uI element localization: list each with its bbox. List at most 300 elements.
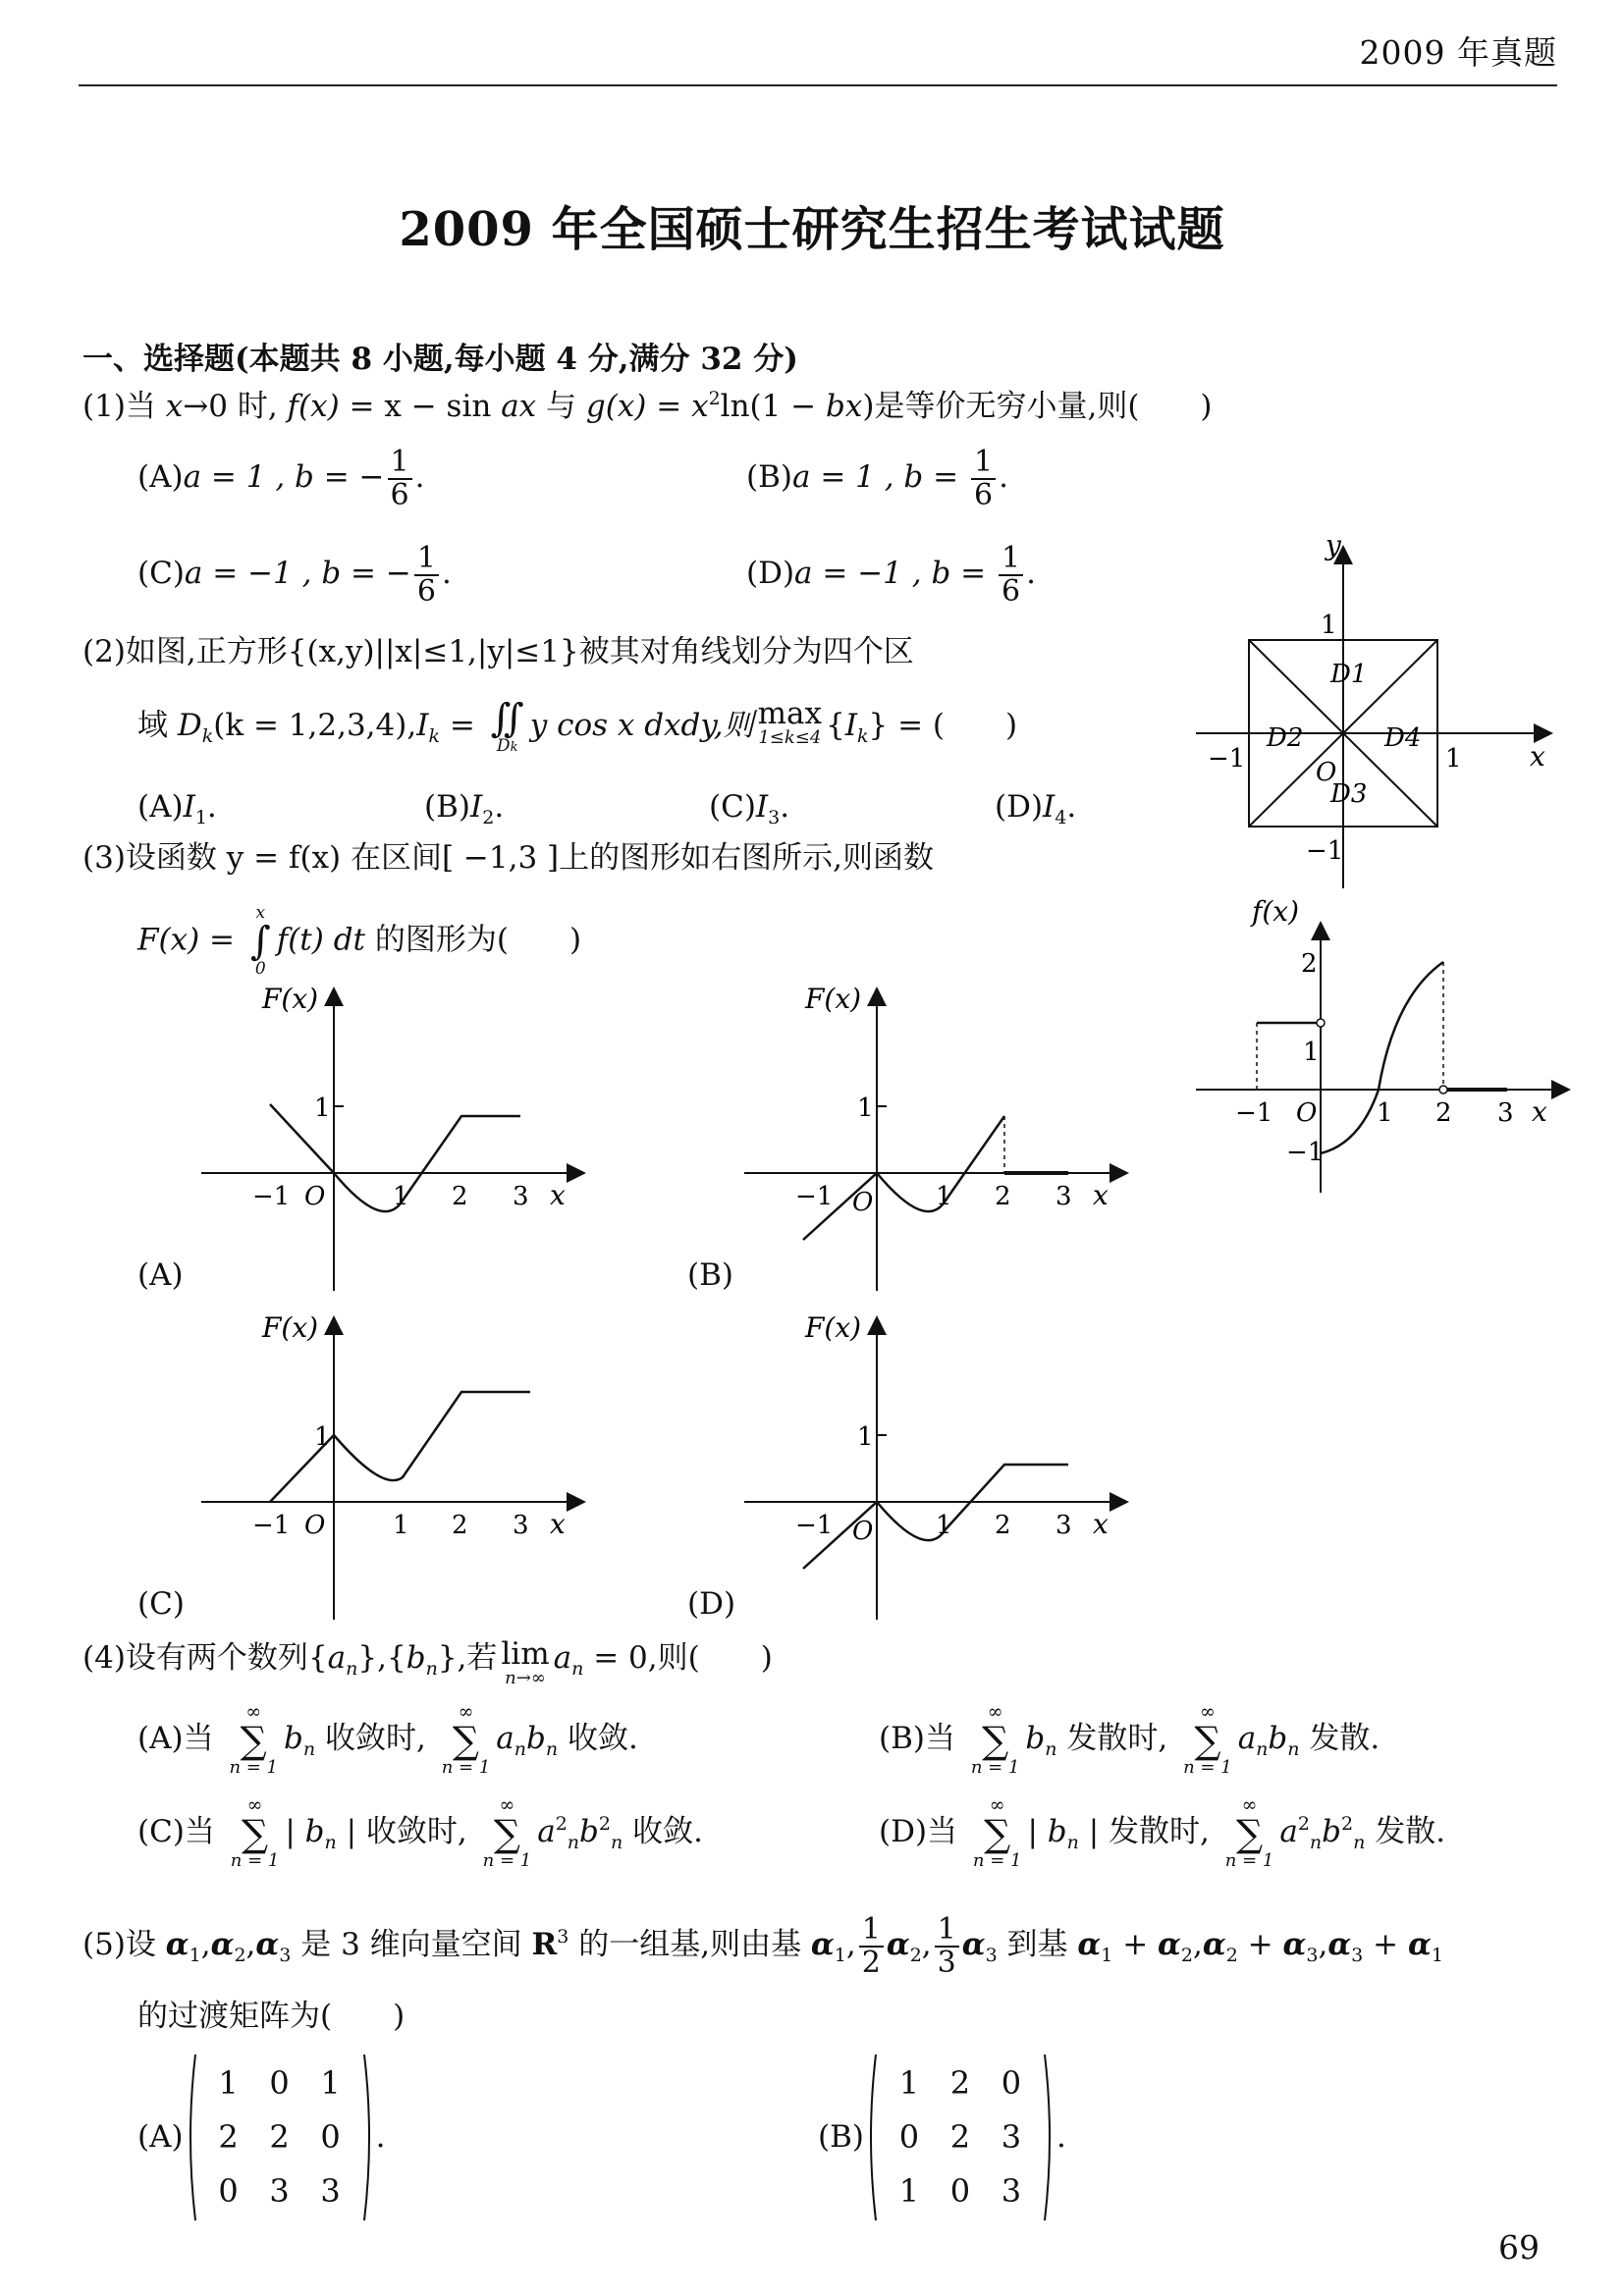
sum-operator bbox=[231, 1796, 280, 1870]
fraction: $\frac{1}{3}$ bbox=[935, 1914, 959, 1978]
tick-label: −1 bbox=[1235, 1098, 1273, 1128]
text: { bbox=[826, 708, 845, 743]
tick-label: 1 bbox=[1377, 1098, 1393, 1128]
sigma: ∑ bbox=[242, 1812, 269, 1855]
text: 与 bbox=[536, 389, 586, 424]
subscript: 4 bbox=[1055, 807, 1067, 828]
sum-top: ∞ bbox=[989, 1794, 1005, 1816]
text: 是 3 维向量空间 bbox=[291, 1927, 532, 1962]
text: 的图形为( ) bbox=[365, 922, 582, 958]
text: 设函数 y = f(x) 在区间[ −1,3 ]上的图形如右图所示,则函数 bbox=[125, 840, 934, 876]
upper-limit: x bbox=[255, 903, 266, 923]
option-text: a = −1 , b = bbox=[794, 556, 996, 591]
q4-option-a bbox=[137, 1703, 638, 1777]
choice-graph-c bbox=[191, 1306, 604, 1629]
question-2-stem bbox=[82, 633, 914, 671]
sum-operator bbox=[1183, 1703, 1232, 1777]
tick-label: 1 bbox=[936, 1511, 952, 1540]
question-5-stem: (5)设 $\alpha_1,\alpha_2,\alpha_3$ 是 3 维向量空间 $R^3$ 的一组基,则由基 $\alpha_1$, $\frac{1}{2}$ $\alpha_2$, $\frac{1}{3}$ $\alpha_3$ 到基 $\alpha_1 + \alpha_2,\alpha_2 + \alpha_3,\alpha_3 + \alpha_1$ bbox=[82, 1912, 1443, 1980]
tick-label: 1 bbox=[393, 1182, 409, 1211]
matrix-cell: 0 bbox=[218, 2172, 239, 2210]
text: ln(1 − bbox=[720, 389, 827, 424]
matrix-cell: 2 bbox=[949, 2118, 971, 2156]
matrix-cell: 1 bbox=[320, 2064, 341, 2102]
text: },若 bbox=[437, 1640, 498, 1676]
subscript: k bbox=[857, 725, 869, 747]
text: 发散. bbox=[1365, 1814, 1446, 1849]
option-label: (B) bbox=[879, 1721, 925, 1756]
subscript: n bbox=[324, 1832, 337, 1853]
max-range: 1≤k≤4 bbox=[758, 727, 822, 748]
math-var: a bbox=[553, 1640, 572, 1676]
text: 发散. bbox=[1299, 1721, 1380, 1756]
y-axis-label: F(x) bbox=[805, 983, 862, 1015]
math-var: | b bbox=[285, 1814, 325, 1849]
math-var: bx bbox=[826, 389, 863, 424]
text: 收敛时, bbox=[315, 1721, 426, 1756]
q5-option-b: (B) 1 2 0 0 2 3 1 0 3 . bbox=[818, 2052, 1066, 2223]
left-paren bbox=[184, 2052, 197, 2223]
option-label: (B) bbox=[818, 2119, 864, 2156]
fraction bbox=[971, 447, 996, 510]
q2-option-b: $(B)I_2$. bbox=[424, 789, 505, 828]
option-label: (A) bbox=[137, 2119, 184, 2156]
sigma: ∑ bbox=[452, 1719, 480, 1762]
subscript: n bbox=[425, 1658, 438, 1680]
text: 设 bbox=[125, 1927, 166, 1962]
numerator: 1 bbox=[971, 447, 996, 480]
tick-label: −1 bbox=[252, 1511, 291, 1540]
option-label: (D) bbox=[995, 789, 1044, 825]
matrix-cell: 2 bbox=[269, 2118, 290, 2156]
sum-bottom: n = 1 bbox=[972, 1850, 1022, 1871]
math-var: b bbox=[526, 1721, 546, 1756]
sigma: ∑ bbox=[493, 1812, 520, 1855]
tick-label: −1 bbox=[795, 1511, 834, 1540]
matrix-cell: 1 bbox=[218, 2064, 239, 2102]
math-var: b bbox=[284, 1721, 303, 1756]
header-rule bbox=[79, 84, 1557, 86]
tick-label: −1 bbox=[1286, 1138, 1325, 1167]
math-var: b bbox=[579, 1814, 599, 1849]
open-point bbox=[1317, 1019, 1325, 1027]
lim-sub: n→∞ bbox=[505, 1668, 546, 1688]
left-paren bbox=[864, 2052, 878, 2223]
origin-label: O bbox=[1316, 758, 1337, 787]
math-var: a bbox=[1279, 1814, 1298, 1849]
fraction bbox=[414, 543, 439, 607]
tick-label: 2 bbox=[1435, 1098, 1452, 1128]
math-var: b bbox=[1322, 1814, 1342, 1849]
matrix-cell: 1 bbox=[898, 2064, 920, 2102]
math-var: a bbox=[496, 1721, 514, 1756]
origin-label: O bbox=[852, 1188, 874, 1217]
choice-label-b: (B) bbox=[687, 1257, 733, 1293]
square-region-figure bbox=[1188, 535, 1571, 893]
region-label-d1: D1 bbox=[1330, 660, 1368, 689]
q2-option-a: $(A)I_1$. bbox=[137, 789, 217, 828]
alpha: α bbox=[1077, 1927, 1102, 1962]
alpha: α bbox=[1158, 1927, 1181, 1962]
x-axis-label: x bbox=[1093, 1508, 1109, 1540]
subscript: k bbox=[428, 725, 440, 747]
text: y cos x dxdy,则 bbox=[529, 708, 754, 743]
math-var: I bbox=[469, 789, 483, 825]
text: 当 bbox=[183, 1721, 214, 1756]
text: (k = 1,2,3,4), bbox=[213, 708, 417, 743]
text: 收敛. bbox=[558, 1721, 638, 1756]
sum-operator bbox=[442, 1703, 491, 1777]
question-1-stem bbox=[82, 388, 1213, 426]
matrix-b bbox=[864, 2052, 1056, 2223]
region-label-d2: D2 bbox=[1267, 723, 1304, 753]
q1-option-a: (A)a = 1 , b = − $\frac{1}{6}$ . bbox=[137, 445, 425, 512]
text: | 收敛时, bbox=[336, 1814, 467, 1849]
subscript: n bbox=[545, 1738, 559, 1760]
sum-top: ∞ bbox=[1241, 1794, 1258, 1816]
sum-bottom: n = 1 bbox=[230, 1850, 280, 1871]
integral-domain: D bbox=[496, 736, 511, 756]
math-fx: f(x) bbox=[287, 389, 340, 424]
sum-top: ∞ bbox=[246, 1794, 263, 1816]
numerator: 1 bbox=[388, 447, 412, 480]
tick-label: 1 bbox=[936, 1182, 952, 1211]
sum-top: ∞ bbox=[499, 1794, 515, 1816]
origin-label: O bbox=[304, 1182, 326, 1211]
tick-label: 2 bbox=[452, 1182, 468, 1211]
option-label: (C) bbox=[709, 789, 756, 825]
superscript: 2 bbox=[555, 1813, 568, 1835]
q4-option-b bbox=[879, 1703, 1380, 1777]
sum-top: ∞ bbox=[1199, 1701, 1216, 1723]
denominator: 6 bbox=[973, 477, 994, 512]
alpha: α bbox=[886, 1927, 910, 1962]
sigma: ∑ bbox=[984, 1812, 1011, 1855]
question-3-stem-line2 bbox=[137, 905, 581, 978]
choice-graph-d bbox=[734, 1306, 1147, 1629]
question-number: (3) bbox=[82, 840, 126, 876]
text: 到基 bbox=[997, 1927, 1078, 1962]
integral: x ∫ 0 bbox=[249, 903, 271, 979]
origin-label: O bbox=[852, 1517, 874, 1546]
origin-label: O bbox=[304, 1511, 326, 1540]
math-var: b bbox=[1025, 1721, 1046, 1756]
option-text: a = −1 , b = − bbox=[184, 556, 411, 591]
matrix-cell: 0 bbox=[269, 2064, 290, 2102]
math-var: b bbox=[406, 1640, 426, 1676]
text: } = ( ) bbox=[868, 708, 1018, 743]
math-var: b bbox=[1268, 1721, 1288, 1756]
alpha: α bbox=[1407, 1927, 1432, 1962]
question-2-stem-line2 bbox=[137, 696, 1018, 756]
tick-label: 1 bbox=[314, 1422, 331, 1452]
y-axis-label: F(x) bbox=[805, 1311, 862, 1344]
question-number: (5) bbox=[82, 1927, 126, 1962]
tick-label: 2 bbox=[995, 1182, 1011, 1211]
tick-label: 1 bbox=[857, 1094, 874, 1123]
matrix-cell: 0 bbox=[898, 2118, 920, 2156]
matrix-cell: 3 bbox=[320, 2172, 341, 2210]
page-title: 2009 年全国硕士研究生招生考试试题 bbox=[399, 202, 1225, 257]
q1-option-c: (C)a = −1 , b = − $\frac{1}{6}$ . bbox=[137, 541, 452, 609]
math-Fx: F(x) = bbox=[137, 922, 244, 958]
math-var: x bbox=[691, 389, 709, 424]
tick-label: 1 bbox=[1321, 611, 1337, 640]
question-3-stem bbox=[82, 839, 934, 878]
text: 当 bbox=[924, 1721, 955, 1756]
text: 设有两个数列{ bbox=[125, 1640, 328, 1676]
text: 如图,正方形{(x,y)||x|≤1,|y|≤1}被其对角线划分为四个区 bbox=[125, 634, 914, 669]
math-var: I bbox=[416, 708, 429, 743]
matrix-entries bbox=[878, 2056, 1043, 2218]
subscript: n bbox=[346, 1658, 358, 1680]
matrix-cell: 0 bbox=[1001, 2064, 1022, 2102]
text: 域 bbox=[137, 708, 178, 743]
open-point bbox=[1439, 1086, 1447, 1094]
alpha: α bbox=[810, 1927, 835, 1962]
text: 的一组基,则由基 bbox=[568, 1927, 811, 1962]
sum-top: ∞ bbox=[458, 1701, 474, 1723]
right-paren bbox=[362, 2052, 376, 2223]
double-integral: ∬ Dk bbox=[490, 696, 524, 756]
math-var: a bbox=[1237, 1721, 1257, 1756]
numerator: 1 bbox=[999, 543, 1023, 576]
y-axis-label: f(x) bbox=[1252, 895, 1300, 928]
origin-label: O bbox=[1296, 1098, 1318, 1128]
sum-operator bbox=[483, 1796, 532, 1870]
text: = 0,则( ) bbox=[583, 1640, 773, 1676]
matrix-entries bbox=[197, 2056, 362, 2218]
q4-option-c bbox=[137, 1796, 703, 1870]
tick-label: 1 bbox=[393, 1511, 409, 1540]
tick-label: −1 bbox=[795, 1182, 834, 1211]
max-operator bbox=[757, 696, 823, 748]
option-text: a = 1 , b = − bbox=[183, 459, 385, 495]
subscript: n bbox=[611, 1832, 623, 1853]
denominator: 6 bbox=[416, 573, 436, 609]
option-label: (A) bbox=[137, 1721, 184, 1756]
tick-label: 3 bbox=[1056, 1182, 1072, 1211]
text: = bbox=[439, 708, 485, 743]
tick-label: 1 bbox=[857, 1422, 874, 1452]
sum-operator bbox=[971, 1703, 1020, 1777]
text: 当 bbox=[125, 389, 156, 424]
subscript: 2 bbox=[482, 807, 495, 828]
question-number: (2) bbox=[82, 634, 126, 669]
sum-operator bbox=[229, 1703, 278, 1777]
x-axis-label: x bbox=[550, 1508, 566, 1540]
text: →0 时, bbox=[183, 389, 278, 424]
option-text: a = 1 , b = bbox=[791, 459, 968, 495]
x-axis-label: x bbox=[550, 1179, 566, 1211]
matrix-cell: 0 bbox=[320, 2118, 341, 2156]
fraction bbox=[999, 543, 1023, 607]
tick-label: 1 bbox=[1303, 1038, 1320, 1067]
question-4-stem bbox=[82, 1636, 773, 1688]
superscript: 2 bbox=[708, 388, 721, 409]
tick-label: 3 bbox=[1497, 1098, 1514, 1128]
option-label: (B) bbox=[424, 789, 470, 825]
integrand: f(t) dt bbox=[276, 922, 365, 958]
max-text: max bbox=[757, 696, 823, 731]
subscript: n bbox=[571, 1658, 584, 1680]
sum-bottom: n = 1 bbox=[229, 1757, 279, 1778]
sigma: ∑ bbox=[1194, 1719, 1221, 1762]
y-axis-label: y bbox=[1326, 535, 1341, 561]
tick-label: 2 bbox=[452, 1511, 468, 1540]
option-label: (A) bbox=[137, 459, 184, 495]
question-5-stem-line2: 的过渡矩阵为( ) bbox=[137, 1999, 406, 2034]
Fx-curve bbox=[270, 1392, 530, 1502]
tick-label: 3 bbox=[1056, 1511, 1072, 1540]
sum-top: ∞ bbox=[245, 1701, 262, 1723]
subscript: 1 bbox=[194, 807, 207, 828]
lower-limit: 0 bbox=[254, 959, 266, 979]
sum-operator bbox=[973, 1796, 1022, 1870]
region-label-d4: D4 bbox=[1384, 723, 1422, 753]
math-var: D bbox=[177, 708, 202, 743]
superscript: 2 bbox=[1341, 1813, 1354, 1835]
q1-option-b: (B)a = 1 , b = $\frac{1}{6}$ . bbox=[746, 445, 1008, 512]
q1-option-d: (D)a = −1 , b = $\frac{1}{6}$ . bbox=[746, 541, 1036, 609]
tick-label: 1 bbox=[314, 1094, 331, 1123]
R-symbol: R bbox=[531, 1927, 558, 1962]
tick-label: −1 bbox=[1306, 836, 1344, 866]
option-label: (D) bbox=[746, 556, 795, 591]
matrix-cell: 3 bbox=[1001, 2118, 1022, 2156]
fraction: $\frac{1}{2}$ bbox=[859, 1914, 884, 1978]
tick-label: 3 bbox=[513, 1511, 529, 1540]
math-var: I bbox=[755, 789, 769, 825]
text: | 发散时, bbox=[1078, 1814, 1210, 1849]
matrix-cell: 3 bbox=[269, 2172, 290, 2210]
denominator: 6 bbox=[390, 477, 409, 512]
x-axis-label: x bbox=[1532, 1095, 1547, 1128]
math-var: a bbox=[327, 1640, 347, 1676]
tick-label: −1 bbox=[252, 1182, 291, 1211]
integral-domain-sub: k bbox=[510, 740, 518, 755]
lim-text: lim bbox=[501, 1636, 550, 1672]
sum-operator bbox=[1225, 1796, 1274, 1870]
superscript: 2 bbox=[1297, 1813, 1310, 1835]
sum-top: ∞ bbox=[987, 1701, 1003, 1723]
Fx-curve bbox=[803, 1116, 1004, 1240]
choice-label-c: (C) bbox=[137, 1586, 185, 1622]
sum-bottom: n = 1 bbox=[1224, 1850, 1274, 1871]
matrix-cell: 0 bbox=[949, 2172, 971, 2210]
subscript: n bbox=[514, 1738, 527, 1760]
subscript: n bbox=[1353, 1832, 1366, 1853]
q5-option-a: (A) 1 0 1 2 2 0 0 3 3 . bbox=[137, 2052, 385, 2223]
matrix-cell: 1 bbox=[898, 2172, 920, 2210]
option-label: (C) bbox=[137, 556, 185, 591]
text: },{ bbox=[357, 1640, 406, 1676]
right-paren bbox=[1043, 2052, 1056, 2223]
subscript: n bbox=[1287, 1738, 1300, 1760]
text: 收敛. bbox=[623, 1814, 703, 1849]
tick-label: 2 bbox=[995, 1511, 1011, 1540]
text: 发散时, bbox=[1056, 1721, 1168, 1756]
sum-bottom: n = 1 bbox=[1183, 1757, 1232, 1778]
subscript: n bbox=[1045, 1738, 1057, 1760]
tick-label: −1 bbox=[1208, 744, 1246, 774]
sigma: ∑ bbox=[1235, 1812, 1264, 1855]
numerator: 1 bbox=[414, 543, 439, 576]
text: 当 bbox=[184, 1814, 215, 1849]
sum-bottom: n = 1 bbox=[970, 1757, 1020, 1778]
subscript: n bbox=[1066, 1832, 1079, 1853]
alpha: α bbox=[1202, 1927, 1226, 1962]
question-number: (1) bbox=[82, 389, 126, 424]
sum-bottom: n = 1 bbox=[441, 1757, 491, 1778]
matrix-cell: 3 bbox=[1001, 2172, 1022, 2210]
matrix-cell: 2 bbox=[218, 2118, 239, 2156]
subscript: k bbox=[201, 725, 214, 747]
math-gx: g(x) bbox=[585, 389, 647, 424]
q2-option-c: $(C)I_3$. bbox=[709, 789, 790, 828]
option-label: (D) bbox=[879, 1814, 928, 1849]
alpha: α bbox=[961, 1927, 986, 1962]
y-axis-label: F(x) bbox=[262, 983, 319, 1015]
math-var: ax bbox=[501, 389, 537, 424]
q4-option-d bbox=[879, 1796, 1445, 1870]
fraction bbox=[388, 447, 412, 510]
tick-label: 3 bbox=[513, 1182, 529, 1211]
limit-operator bbox=[501, 1636, 550, 1688]
math-var: | b bbox=[1027, 1814, 1067, 1849]
subscript: 3 bbox=[768, 807, 781, 828]
choice-label-d: (D) bbox=[687, 1586, 736, 1622]
choice-graph-a bbox=[191, 977, 604, 1301]
matrix-a bbox=[184, 2052, 376, 2223]
subscript: n bbox=[567, 1832, 580, 1853]
subscript: n bbox=[1256, 1738, 1269, 1760]
text: = x − sin bbox=[339, 389, 502, 424]
section-heading: 一、选择题(本题共 8 小题,每小题 4 分,满分 32 分) bbox=[82, 342, 798, 377]
q2-option-d: $(D)I_4$. bbox=[995, 789, 1077, 828]
superscript: 2 bbox=[598, 1813, 611, 1835]
subscript: n bbox=[302, 1738, 316, 1760]
text: 当 bbox=[927, 1814, 958, 1849]
question-number: (4) bbox=[82, 1640, 126, 1676]
choice-label-a: (A) bbox=[137, 1257, 184, 1293]
page-number: 69 bbox=[1498, 2228, 1540, 2267]
math-var: I bbox=[1043, 789, 1056, 825]
choice-graph-b bbox=[734, 977, 1147, 1301]
math-var: I bbox=[183, 789, 195, 825]
tick-label: 1 bbox=[1445, 744, 1462, 774]
tick-label: 2 bbox=[1301, 949, 1318, 979]
alpha: α bbox=[210, 1927, 235, 1962]
math-var: x bbox=[165, 389, 184, 424]
fx-graph-figure bbox=[1188, 893, 1581, 1207]
option-label: (A) bbox=[137, 789, 184, 825]
sigma: ∑ bbox=[240, 1719, 267, 1762]
subscript: n bbox=[1309, 1832, 1323, 1853]
y-axis-label: F(x) bbox=[262, 1311, 319, 1344]
math-var: a bbox=[537, 1814, 556, 1849]
alpha: α bbox=[1327, 1927, 1352, 1962]
option-label: (B) bbox=[746, 459, 792, 495]
sigma: ∑ bbox=[982, 1719, 1009, 1762]
alpha: α bbox=[165, 1927, 189, 1962]
denominator: 6 bbox=[1001, 573, 1021, 609]
alpha: α bbox=[1282, 1927, 1307, 1962]
text: = bbox=[646, 389, 692, 424]
running-head: 2009 年真题 bbox=[1359, 33, 1557, 72]
x-axis-label: x bbox=[1530, 740, 1545, 773]
text: )是等价无穷小量,则( ) bbox=[862, 389, 1213, 424]
